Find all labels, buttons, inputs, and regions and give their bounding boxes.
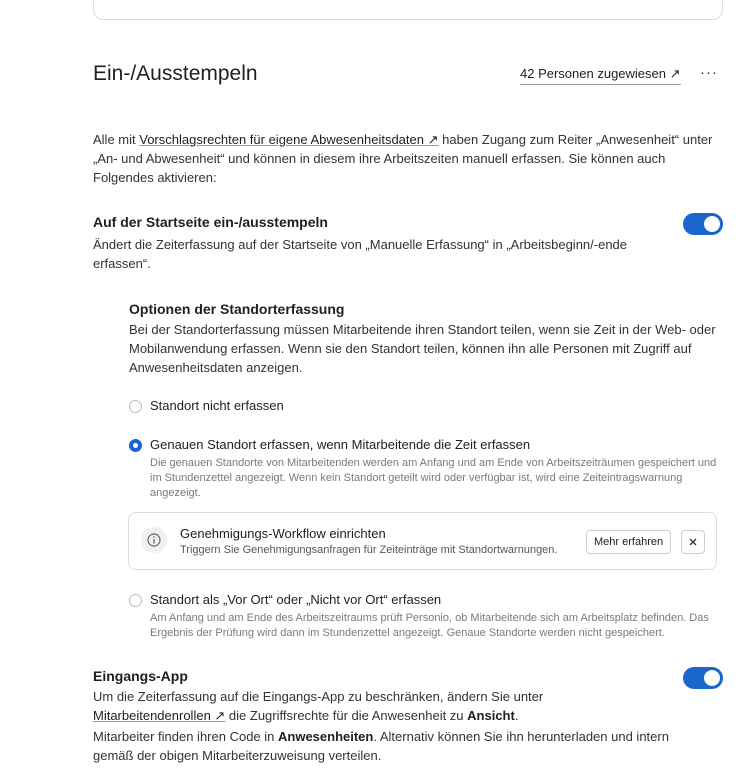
entry-app-line2: die Zugriffsrechte für die Anwesenheit zu: [225, 708, 468, 723]
view-access-label: Ansicht: [467, 708, 515, 723]
attendances-label: Anwesenheiten: [278, 729, 374, 744]
radio-button[interactable]: [129, 594, 142, 607]
toggle-knob: [704, 216, 720, 232]
proposal-rights-link[interactable]: Vorschlagsrechten für eigene Abwesenheitsdaten ↗: [139, 132, 439, 147]
intro-suffix: haben Zugang zum Reiter „Anwesenheit“ unter „An- und Abwesenheit“ und können in diesem ihre Arbeitszeiten manuell erfassen. Sie können auch Folgendes aktivieren:: [93, 132, 713, 185]
entry-app-description: [93, 687, 683, 725]
code-prefix: Mitarbeiter finden ihren Code in: [93, 729, 278, 744]
info-icon: [141, 527, 167, 553]
location-options-description: Bei der Standorterfassung müssen Mitarbeitende ihren Standort teilen, wenn sie Zeit in der Web- oder Mobilanwendung erfassen. Wenn sie den Standort teilen, können ihn alle Personen mit Zugriff auf Anwesenheitsdaten anzeigen.: [129, 322, 716, 375]
homepage-clock-title: Auf der Startseite ein-/ausstempeln: [93, 214, 328, 230]
learn-more-button[interactable]: Mehr erfahren: [586, 530, 671, 554]
intro-text: [93, 130, 718, 187]
radio-label: Genauen Standort erfassen, wenn Mitarbeitende die Zeit erfassen: [150, 437, 531, 452]
location-settings-card: [93, 0, 723, 20]
radio-button-checked[interactable]: [129, 439, 142, 452]
assigned-people-link[interactable]: 42 Personen zugewiesen ↗: [520, 66, 681, 85]
approval-workflow-banner: [128, 512, 717, 570]
homepage-clock-toggle[interactable]: [683, 213, 723, 235]
close-icon: [688, 537, 698, 547]
section-title: Ein-/Ausstempeln: [93, 62, 258, 85]
employee-roles-link[interactable]: Mitarbeitendenrollen ↗: [93, 708, 226, 723]
radio-label: Standort als „Vor Ort“ oder „Nicht vor Ort“ erfassen: [150, 592, 442, 607]
entry-app-title: Eingangs-App: [93, 668, 188, 684]
radio-button[interactable]: [129, 400, 142, 413]
location-options-title: Optionen der Standorterfassung: [129, 301, 345, 317]
intro-prefix: Alle mit: [93, 132, 140, 147]
homepage-clock-description: Ändert die Zeiterfassung auf der Startseite von „Manuelle Erfassung“ in „Arbeitsbeginn/-ende erfassen“.: [93, 237, 628, 271]
code-suffix: . Alternativ können Sie ihn herunterladen und intern gemäß der obigen Mitarbeiterzuweisung verteilen.: [93, 729, 669, 763]
entry-app-code-text: [93, 727, 673, 765]
banner-subtitle: Triggern Sie Genehmigungsanfragen für Zeiteinträge mit Standortwarnungen.: [180, 544, 558, 556]
radio-description: Am Anfang und am Ende des Arbeitszeitraums prüft Personio, ob Mitarbeitende sich am Arbeitsplatz befinden. Das Ergebnis der Prüfung wird dann im Stundenzettel angezeigt. Genaue Standorte werden nicht gespeichert.: [150, 612, 709, 639]
entry-app-line1: Um die Zeiterfassung auf die Eingangs-App zu beschränken, ändern Sie unter: [93, 689, 544, 704]
close-banner-button[interactable]: [681, 530, 705, 554]
radio-description: Die genauen Standorte von Mitarbeitenden werden am Anfang und am Ende von Arbeitszeiträumen gespeichert und im Stundenzettel angezeigt. Wenn kein Standort geteilt wird oder verfügbar ist, wird eine Zeiteintragswarnung angezeigt.: [150, 457, 717, 499]
banner-title: Genehmigungs-Workflow einrichten: [180, 526, 386, 541]
radio-label: Standort nicht erfassen: [150, 398, 284, 413]
toggle-knob: [704, 670, 720, 686]
more-options-icon[interactable]: ···: [700, 64, 718, 81]
entry-app-line2-end: .: [514, 708, 519, 723]
entry-app-toggle[interactable]: [683, 667, 723, 689]
